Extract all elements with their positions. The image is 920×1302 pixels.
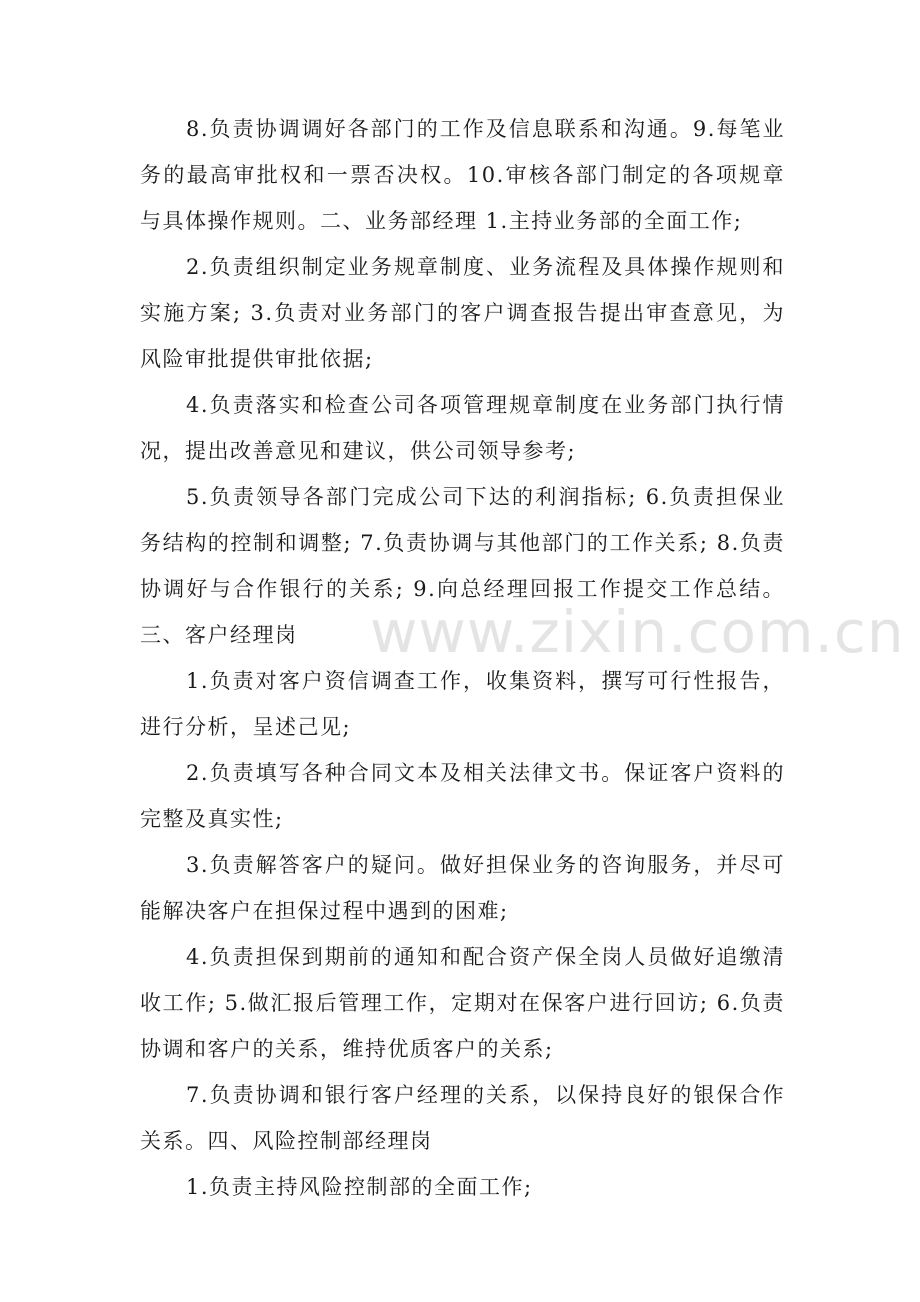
- paragraph-10: 1.负责主持风险控制部的全面工作;: [186, 1175, 533, 1199]
- paragraph-9: 7.负责协调和银行客户经理的关系，以保持良好的银保合作关系。四、风险控制部经理岗: [140, 1083, 785, 1153]
- paragraph-5: 1.负责对客户资信调查工作，收集资料，撰写可行性报告，进行分析，呈述己见;: [140, 669, 785, 739]
- watermark: www.zixin.com.cn: [370, 598, 905, 666]
- paragraph-4: 5.负责领导各部门完成公司下达的利润指标; 6.负责担保业务结构的控制和调整; 7.负责协调与其他部门的工作关系; 8.负责协调好与合作银行的关系; 9.向总经理回报工作提交工作总结。三、客户经理岗: [140, 485, 785, 647]
- paragraph-7: 3.负责解答客户的疑问。做好担保业务的咨询服务，并尽可能解决客户在担保过程中遇到的困难;: [140, 853, 785, 923]
- paragraph-1: 8.负责协调调好各部门的工作及信息联系和沟通。9.每笔业务的最高审批权和一票否决权。10.审核各部门制定的各项规章与具体操作规则。二、业务部经理 1.主持业务部的全面工作;: [140, 117, 785, 233]
- paragraph-8: 4.负责担保到期前的通知和配合资产保全岗人员做好追缴清收工作; 5.做汇报后管理工作，定期对在保客户进行回访; 6.负责协调和客户的关系，维持优质客户的关系;: [140, 945, 785, 1061]
- paragraph-6: 2.负责填写各种合同文本及相关法律文书。保证客户资料的完整及真实性;: [140, 761, 785, 831]
- paragraph-2: 2.负责组织制定业务规章制度、业务流程及具体操作规则和实施方案; 3.负责对业务部门的客户调查报告提出审查意见，为风险审批提供审批依据;: [140, 255, 785, 371]
- document-body: [140, 106, 785, 1210]
- paragraph-3: 4.负责落实和检查公司各项管理规章制度在业务部门执行情况，提出改善意见和建议，供公司领导参考;: [140, 393, 785, 463]
